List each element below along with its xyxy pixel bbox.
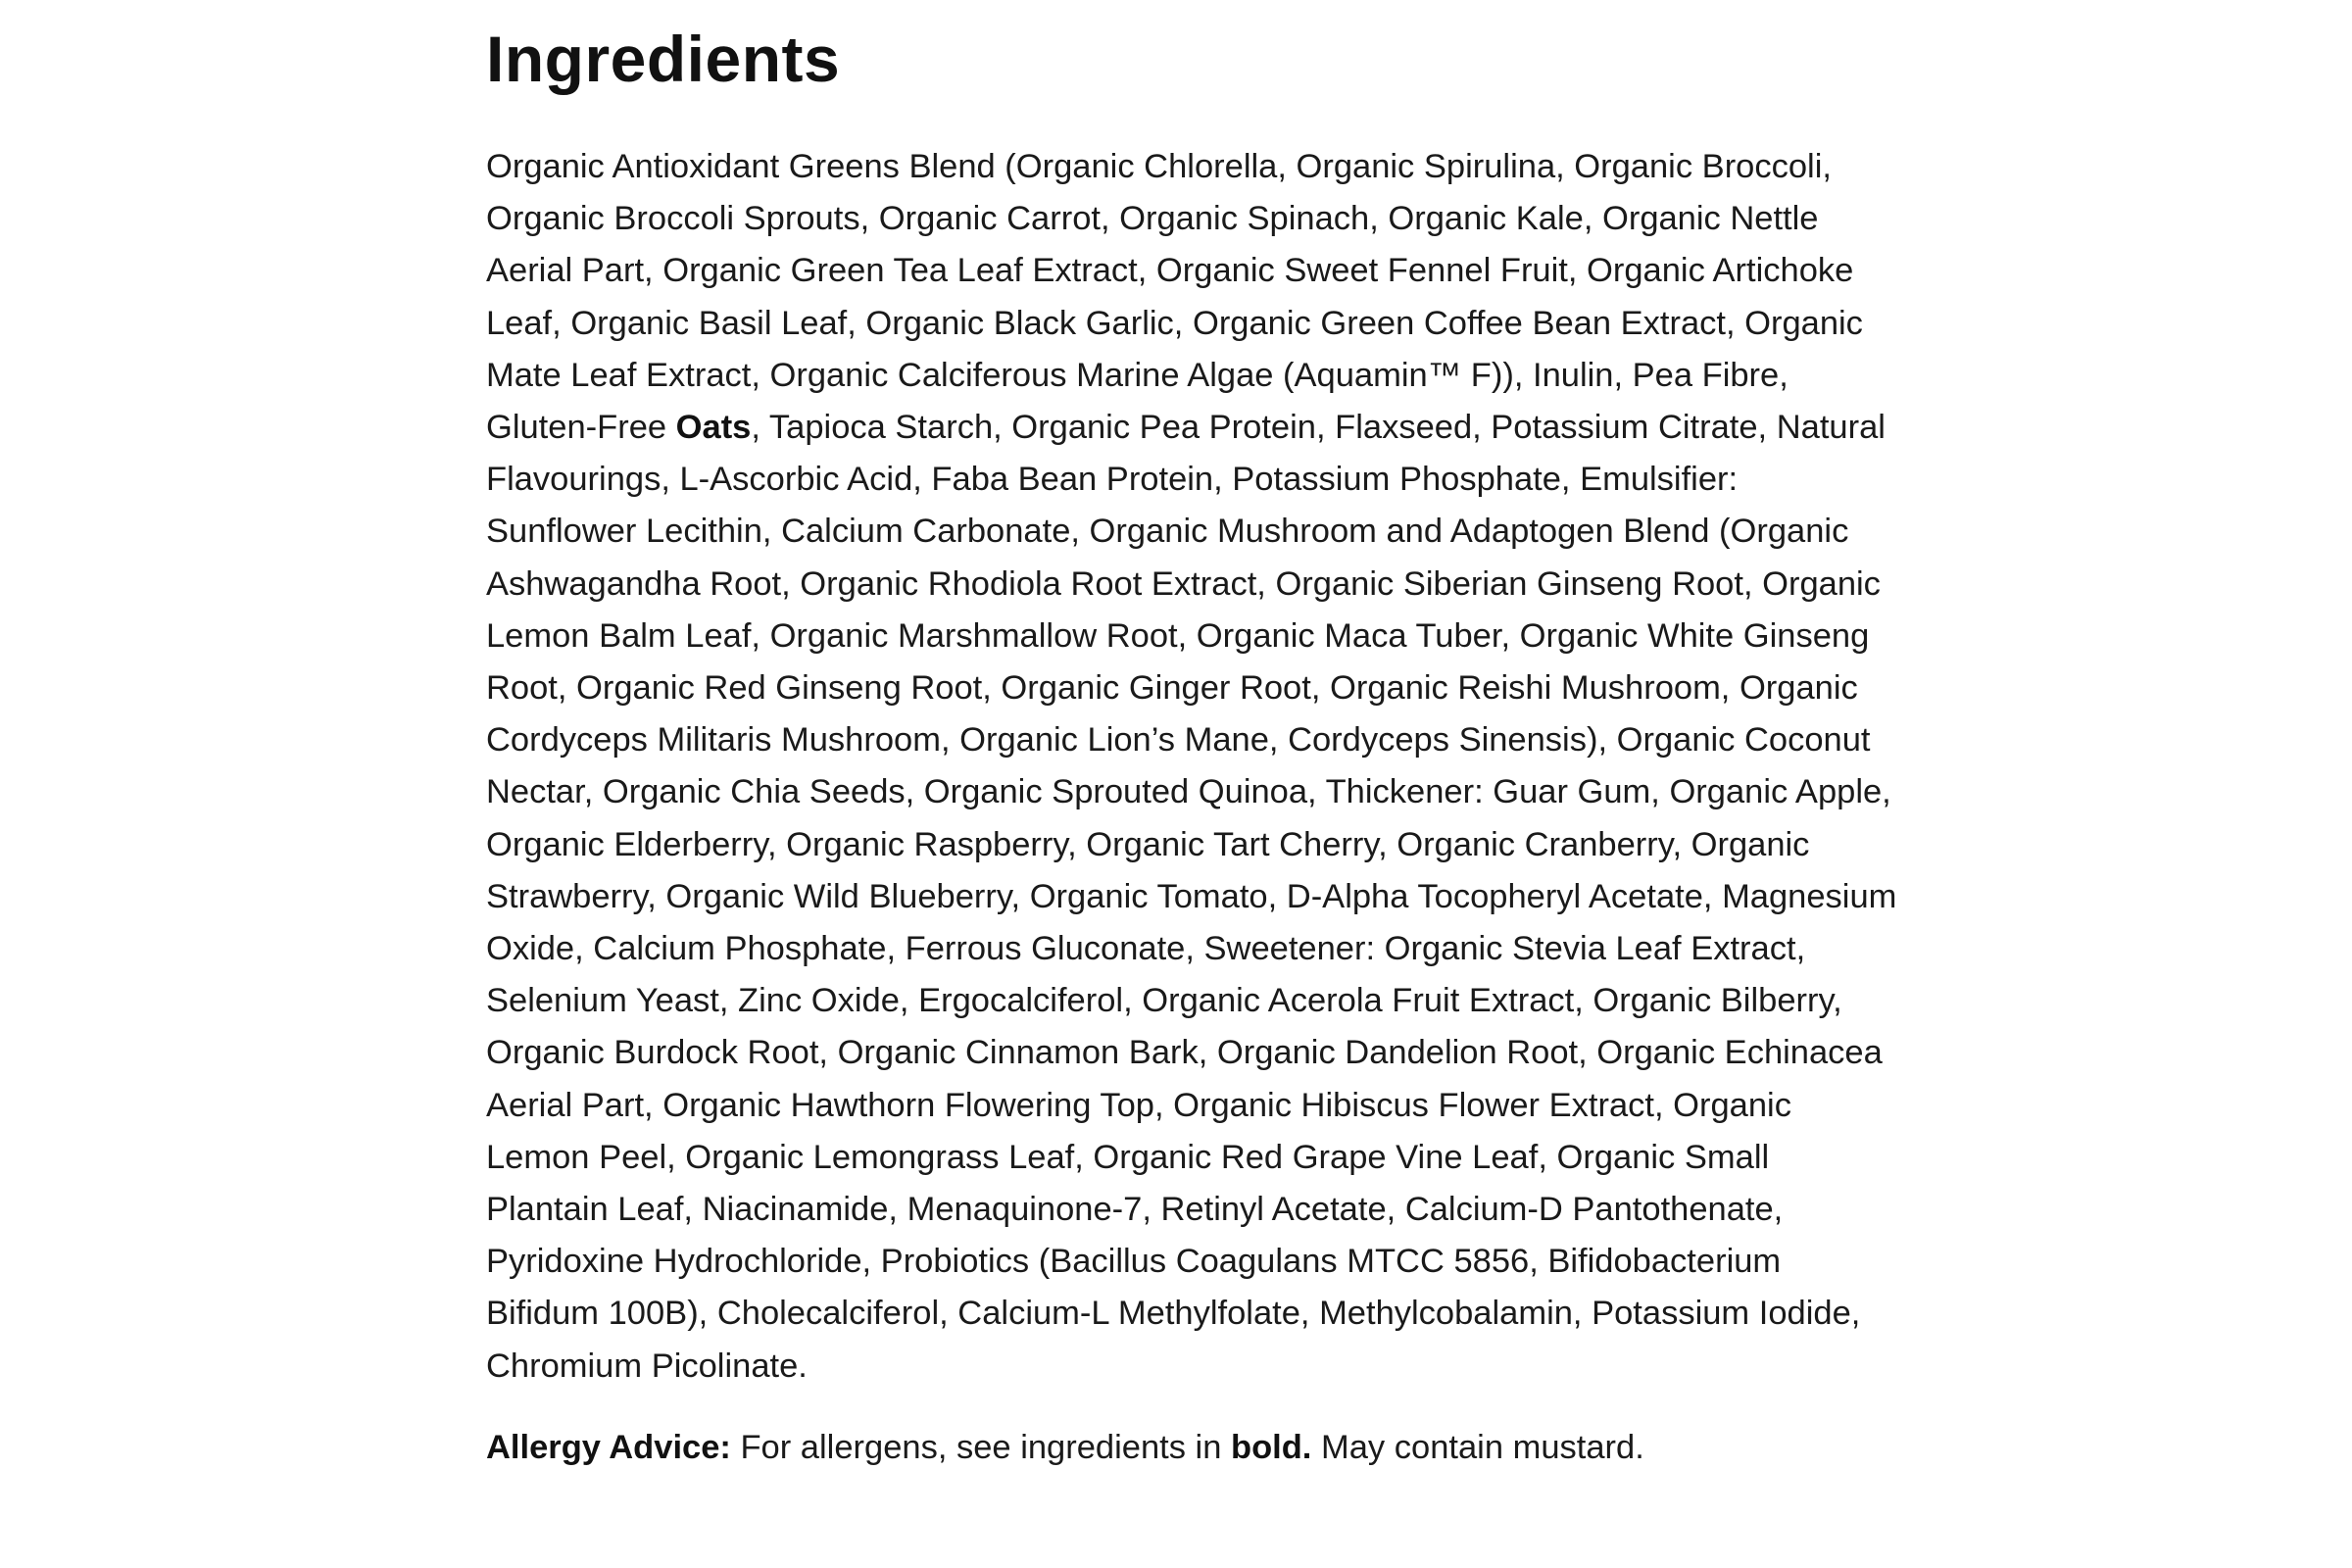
section-heading: Ingredients <box>486 23 841 95</box>
ingredients-text-after-allergen: , Tapioca Starch, Organic Pea Protein, Flaxseed, Potassium Citrate, Natural Flavourings, L-Ascorbic Acid, Faba Bean Protein, Potassium Phosphate, Emulsifier: Sunflower Lecithin, Calcium Carbonate, Organic Mushroom and Adaptogen Blend (Organic Ashwagandha Root, Organic Rhodiola Root Extract, Organic Siberian Ginseng Root, Organic Lemon Balm Leaf, Organic Marshmallow Root, Organic Maca Tuber, Organic White Ginseng Root, Organic Red Ginseng Root, Organic Ginger Root, Organic Reishi Mushroom, Organic Cordyceps Militaris Mushroom, Organic Lion’s Mane, Cordyceps Sinensis), Organic Coconut Nectar, Organic Chia Seeds, Organic Sprouted Quinoa, Thickener: Guar Gum, Organic Apple, Organic Elderberry, Organic Raspberry, Organic Tart Cherry, Organic Cranberry, Organic Strawberry, Organic Wild Blueberry, Organic Tomato, D-Alpha Tocopheryl Acetate, Magnesium Oxide, Calcium Phosphate, Ferrous Gluconate, Sweetener: Organic Stevia Leaf Extract, Selenium Yeast, Zinc Oxide, Ergocalciferol, Organic Acerola Fruit Extract, Organic Bilberry, Organic Burdock Root, Organic Cinnamon Bark, Organic Dandelion Root, Organic Echinacea Aerial Part, Organic Hawthorn Flowering Top, Organic Hibiscus Flower Extract, Organic Lemon Peel, Organic Lemongrass Leaf, Organic Red Grape Vine Leaf, Organic Small Plantain Leaf, Niacinamide, Menaquinone-7, Retinyl Acetate, Calcium-D Pantothenate, Pyridoxine Hydrochloride, Probiotics (Bacillus Coagulans MTCC 5856, Bifidobacterium Bifidum 100B), Cholecalciferol, Calcium-L Methylfolate, Methylcobalamin, Potassium Iodide, Chromium Picolinate. <box>486 409 1897 1385</box>
allergy-bold-word: bold. <box>1231 1428 1312 1466</box>
ingredients-section <box>486 20 1897 1474</box>
allergy-advice-note: May contain mustard. <box>1311 1428 1644 1466</box>
allergy-advice-label: Allergy Advice: <box>486 1428 731 1466</box>
ingredients-list <box>486 141 1897 1393</box>
ingredients-text-before-allergen: Organic Antioxidant Greens Blend (Organic Chlorella, Organic Spirulina, Organic Broccoli, Organic Broccoli Sprouts, Organic Carrot, Organic Spinach, Organic Kale, Organic Nettle Aerial Part, Organic Green Tea Leaf Extract, Organic Sweet Fennel Fruit, Organic Artichoke Leaf, Organic Basil Leaf, Organic Black Garlic, Organic Green Coffee Bean Extract, Organic Mate Leaf Extract, Organic Calciferous Marine Algae (Aquamin™ F)), Inulin, Pea Fibre, Gluten-Free <box>486 148 1863 447</box>
allergy-advice <box>486 1422 1897 1474</box>
allergen-highlight: Oats <box>675 409 752 447</box>
allergy-advice-text: For allergens, see ingredients in <box>730 1428 1231 1466</box>
